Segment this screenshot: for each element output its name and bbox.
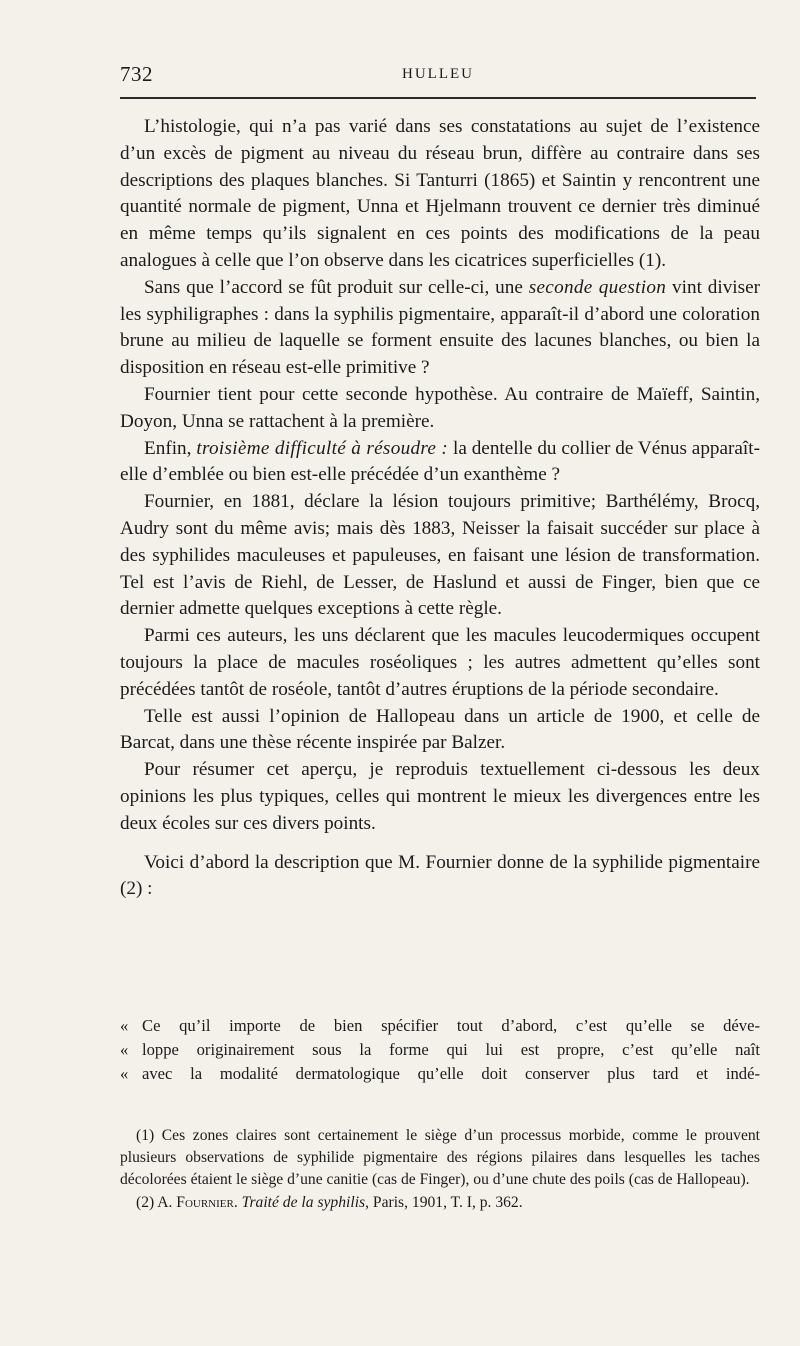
paragraph-2: Sans que l’accord se fût produit sur celle-ci, une seconde question vint diviser les syphiligraphes : dans la syphilis pigmentaire, apparaît-il d’abord une coloration brune au milieu de laquelle se forment ensuite des lacunes blanches, ou bien la disposition en réseau est-elle primitive ? bbox=[120, 276, 760, 379]
footnote-title: Traité de la syphilis bbox=[241, 1193, 366, 1211]
quote-line: « Ce qu’il importe de bien spécifier tout d’abord, c’est qu’elle se déve- bbox=[120, 1016, 760, 1035]
block-quote bbox=[120, 1014, 760, 1085]
footnote-1: (1) Ces zones claires sont certainement le siège d’un processus morbide, comme le prouvent plusieurs observations de syphilide pigmentaire des régions pilaires dans lesquelles les taches décolorées étaient le siège d’une canitie (cas de Finger), ou d’une chute des poils (cas de Hallopeau). bbox=[120, 1127, 760, 1189]
paragraph-6: Parmi ces auteurs, les uns déclarent que les macules leucodermiques occupent toujours la place de macules roséoliques ; les autres admettent qu’elles sont précédées tantôt de roséole, tantôt d’autres éruptions de la période secondaire. bbox=[120, 625, 760, 700]
paragraph-9: Voici d’abord la description que M. Fournier donne de la syphilide pigmentaire (2) : bbox=[120, 851, 760, 900]
main-text bbox=[120, 114, 760, 903]
emphasis-seconde-question: seconde question bbox=[528, 276, 667, 298]
emphasis-troisieme-difficulte: troisième difficulté à résoudre : bbox=[196, 437, 449, 459]
running-head: HULLEU bbox=[402, 66, 474, 82]
quote-line: « loppe originairement sous la forme qui lui est propre, c’est qu’elle naît bbox=[120, 1039, 760, 1059]
page-header bbox=[120, 62, 756, 92]
paragraph-3: Fournier tient pour cette seconde hypothèse. Au contraire de Maïeff, Saintin, Doyon, Unna se rattachent à la première. bbox=[120, 383, 760, 432]
quote-line: « avec la modalité dermatologique qu’elle doit conserver plus tard et indé- bbox=[120, 1063, 760, 1083]
paragraph-7: Telle est aussi l’opinion de Hallopeau dans un article de 1900, et celle de Barcat, dans une thèse récente inspirée par Balzer. bbox=[120, 705, 760, 754]
page-number: 732 bbox=[120, 62, 153, 86]
header-rule bbox=[120, 97, 756, 99]
paragraph-4: Enfin, troisième difficulté à résoudre : la dentelle du collier de Vénus apparaît-elle d’emblée ou bien est-elle précédée d’un exanthème ? bbox=[120, 437, 760, 486]
footnote-author: Fournier bbox=[176, 1193, 234, 1211]
footnotes bbox=[120, 1125, 760, 1214]
footnote-2: (2) A. Fournier. Traité de la syphilis, Paris, 1901, T. I, p. 362. bbox=[136, 1193, 523, 1211]
paragraph-8: Pour résumer cet aperçu, je reproduis textuellement ci-dessous les deux opinions les plus typiques, celles qui montrent le mieux les divergences entre les deux écoles sur ces divers points. bbox=[120, 759, 760, 834]
paragraph-5: Fournier, en 1881, déclare la lésion toujours primitive; Barthélémy, Brocq, Audry sont du même avis; mais dès 1883, Neisser la faisait succéder sur place à des syphilides maculeuses et papuleuses, en faisant une lésion de transformation. Tel est l’avis de Riehl, de Lesser, de Haslund et aussi de Finger, bien que ce dernier admette quelques exceptions à cette règle. bbox=[120, 491, 760, 620]
paragraph-1: L’histologie, qui n’a pas varié dans ses constatations au sujet de l’existence d’un excès de pigment au niveau du réseau brun, diffère au contraire dans ses descriptions des plaques blanches. Si Tanturri (1865) et Saintin y rencontrent une quantité normale de pigment, Unna et Hjelmann trouvent ce dernier très diminué en même temps qu’ils signalent en ces points des modifications de la peau analogues à celle que l’on observe dans les cicatrices superficielles (1). bbox=[120, 116, 760, 271]
